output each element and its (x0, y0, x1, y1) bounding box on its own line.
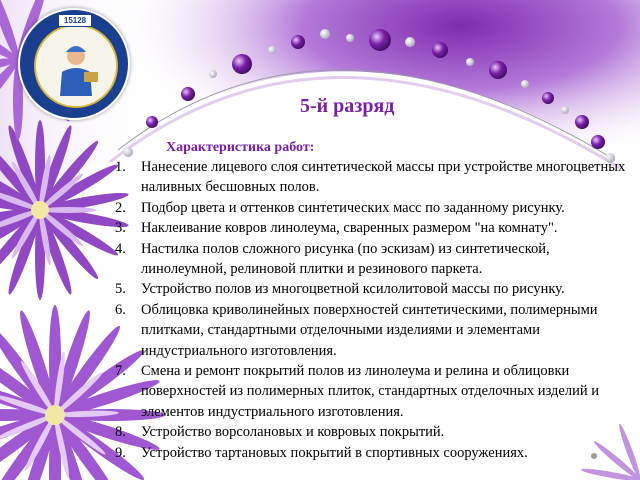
item-number: 8. (115, 424, 126, 441)
item-text: Наклеивание ковров линолеума, сваренных размером "на комнату". (141, 220, 558, 237)
list-item (115, 157, 635, 198)
item-text: Устройство полов из многоцветной ксилолитовой массы по рисунку. (141, 281, 565, 298)
list-item (115, 239, 635, 280)
item-number: 5. (115, 281, 126, 298)
item-number: 4. (115, 240, 126, 257)
item-number: 6. (115, 301, 126, 318)
list-item (115, 279, 635, 299)
slide-subtitle: Характеристика работ: (166, 140, 315, 155)
emblem-number: 15128 (58, 14, 92, 27)
item-text: Смена и ремонт покрытий полов из линолеума и релина и облицовки поверхностей из полимерных плиток, стандартных отделочных изделий и элементов индустриального изготовления. (141, 363, 599, 420)
item-number: 7. (115, 363, 126, 380)
item-number: 2. (115, 199, 126, 216)
list-item (115, 422, 635, 442)
list-item (115, 300, 635, 361)
item-text: Облицовка криволинейных поверхностей синтетическими, полимерными плитками, стандартными отделочными изделиями и элементами индустриального изготовления. (141, 301, 598, 359)
item-text: Настилка полов сложного рисунка (по эскизам) из синтетической, линолеумной, релиновой плитки и резинового паркета. (141, 240, 550, 278)
list-item (115, 198, 635, 218)
list-item (115, 443, 635, 463)
worker-icon (36, 26, 116, 106)
slide-title: 5-й разряд (300, 95, 395, 117)
item-number: 9. (115, 444, 126, 461)
item-number: 1. (115, 159, 126, 175)
pearl-bead-decoration (591, 453, 597, 459)
item-text: Устройство тартановых покрытий в спортивных сооружениях. (141, 444, 528, 461)
item-text: Нанесение лицевого слоя синтетической массы при устройстве многоцветных наливных бесшовных полов. (141, 159, 626, 196)
item-text: Подбор цвета и оттенков синтетических масс по заданному рисунку. (141, 199, 565, 216)
emblem-center (34, 24, 118, 108)
school-emblem (18, 8, 130, 120)
item-number: 3. (115, 220, 126, 237)
list-item (115, 361, 635, 422)
item-text: Устройство ворсолановых и ковровых покрытий. (141, 424, 445, 441)
list-item (115, 218, 635, 238)
work-characteristics-list (115, 157, 635, 463)
